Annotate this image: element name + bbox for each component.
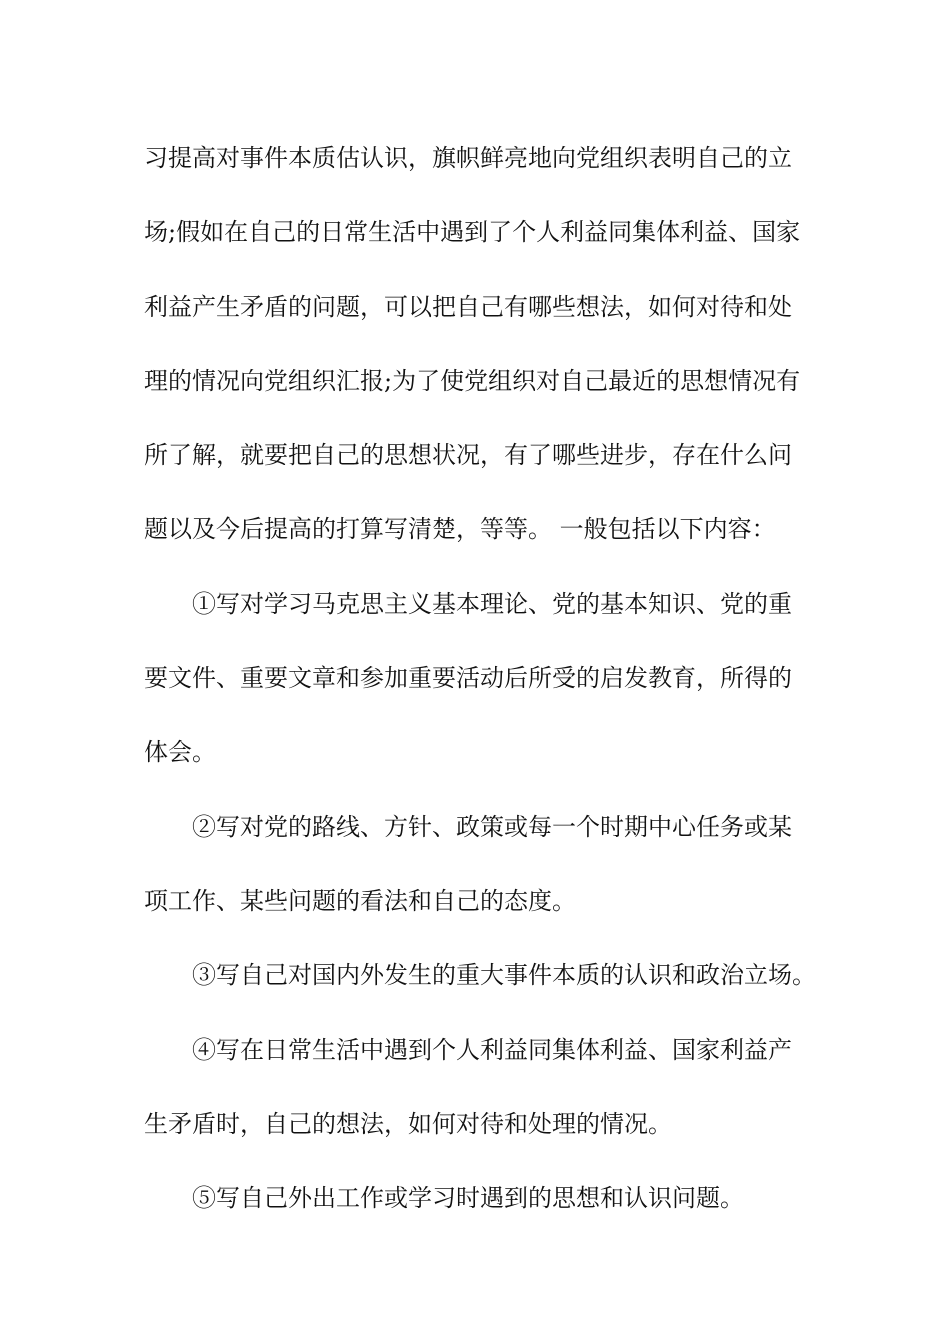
- document-body: [144, 121, 814, 1235]
- text-line: ③写自己对国内外发生的重大事件本质的认识和政治立场。: [192, 961, 816, 990]
- text-line: 利益产生矛盾的问题，可以把自己有哪些想法，如何对待和处: [144, 292, 792, 321]
- text-line: ⑤写自己外出工作或学习时遇到的思想和认识问题。: [192, 1184, 744, 1213]
- text-line: 所了解，就要把自己的思想状况，有了哪些进步，存在什么问: [144, 441, 792, 470]
- text-line: 体会。: [144, 738, 216, 767]
- text-line: 题以及今后提高的打算写清楚，等等。 一般包括以下内容：: [144, 515, 776, 544]
- list-item-2: [144, 790, 814, 939]
- text-line: ②写对党的路线、方针、政策或每一个时期中心任务或某: [192, 812, 792, 841]
- list-item-1: [144, 567, 814, 790]
- intro-paragraph: [144, 121, 814, 567]
- text-line: ④写在日常生活中遇到个人利益同集体利益、国家利益产: [192, 1035, 792, 1064]
- text-line: ①写对学习马克思主义基本理论、党的基本知识、党的重: [192, 589, 792, 618]
- text-line: 习提高对事件本质估认识，旗帜鲜亮地向党组织表明自己的立: [144, 144, 792, 172]
- list-item-3: [144, 938, 814, 1012]
- list-item-4: [144, 1013, 814, 1162]
- text-line: 场;假如在自己的日常生活中遇到了个人利益同集体利益、国家: [144, 218, 801, 247]
- list-item-5: [144, 1161, 814, 1235]
- text-line: 要文件、重要文章和参加重要活动后所受的启发教育，所得的: [144, 664, 792, 693]
- text-line: 项工作、某些问题的看法和自己的态度。: [144, 886, 576, 915]
- text-line: 生矛盾时，自己的想法，如何对待和处理的情况。: [144, 1109, 672, 1138]
- text-line: 理的情况向党组织汇报;为了使党组织对自己最近的思想情况有: [144, 366, 801, 395]
